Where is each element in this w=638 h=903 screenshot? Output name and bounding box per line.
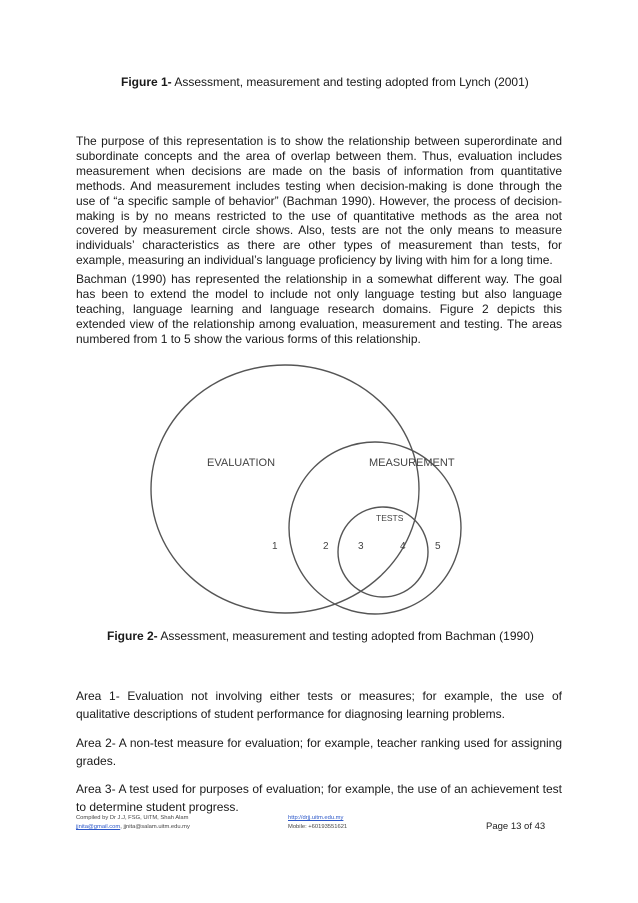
area-number-4: 4 bbox=[400, 541, 406, 552]
tests-label: TESTS bbox=[376, 513, 404, 523]
footer-url-link[interactable]: http://drjj.uitm.edu.my bbox=[288, 815, 344, 821]
evaluation-circle bbox=[151, 365, 419, 613]
footer-mobile: Mobile: +60193551621 bbox=[288, 824, 348, 830]
area-number-2: 2 bbox=[323, 541, 329, 552]
area-2-description: Area 2- A non-test measure for evaluation; for example, teacher ranking used for assigning grades. bbox=[76, 736, 562, 768]
area-number-5: 5 bbox=[435, 541, 441, 552]
area-number-3: 3 bbox=[358, 541, 364, 552]
footer-left bbox=[76, 814, 190, 832]
venn-diagram bbox=[150, 358, 480, 618]
footer-compiled-by: Compiled by Dr J.J, FSG, UiTM, Shah Alam bbox=[76, 815, 189, 821]
measurement-label: MEASUREMENT bbox=[369, 457, 455, 469]
footer-center bbox=[288, 814, 347, 832]
area-3-description: Area 3- A test used for purposes of evaluation; for example, the use of an achievement test to determine student progress. bbox=[76, 782, 562, 814]
paragraph-1: The purpose of this representation is to show the relationship between superordinate and subordinate concepts and the area of overlap between them. Thus, evaluation includes measurement when decisions are made on the basis of information from quantitative methods. And measurement includes testing when decision-making is done through the use of “a specific sample of behavior” (Bachman 1990). However, the process of decision-making is by no means restricted to the use of quantitative methods as the area not covered by measurement circle shows. Also, tests are not the only means to measure individuals’ characteristics as there are other types of measurement than tests, for example, measuring an individual’s language proficiency by living with him for a long time. bbox=[76, 134, 562, 268]
paragraph-2: Bachman (1990) has represented the relationship in a somewhat different way. The goal has been to extend the model to include not only language testing but also language teaching, language learning and language research domains. Figure 2 depicts this extended view of the relationship among evaluation, measurement and testing. The areas numbered from 1 to 5 show the various forms of this relationship. bbox=[76, 272, 562, 346]
area-1-description: Area 1- Evaluation not involving either tests or measures; for example, the use of qualitative descriptions of student performance for diagnosing learning problems. bbox=[76, 689, 562, 721]
footer-email-link[interactable]: jjnita@gmail.com bbox=[76, 824, 121, 830]
footer-email-rest: , jjnita@salam.uitm.edu.my bbox=[120, 824, 190, 830]
evaluation-label: EVALUATION bbox=[207, 457, 276, 469]
figure2-caption bbox=[107, 629, 534, 644]
area-number-1: 1 bbox=[272, 541, 278, 552]
figure1-text: Assessment, measurement and testing adopted from Lynch (2001) bbox=[171, 75, 529, 89]
page-number: Page 13 of 43 bbox=[486, 821, 546, 832]
figure2-label: Figure 2- bbox=[107, 629, 158, 643]
figure1-label: Figure 1- bbox=[121, 75, 172, 89]
footer-emails bbox=[76, 823, 190, 832]
figure2-text: Assessment, measurement and testing adopted from Bachman (1990) bbox=[157, 629, 534, 643]
figure1-caption bbox=[121, 75, 529, 90]
